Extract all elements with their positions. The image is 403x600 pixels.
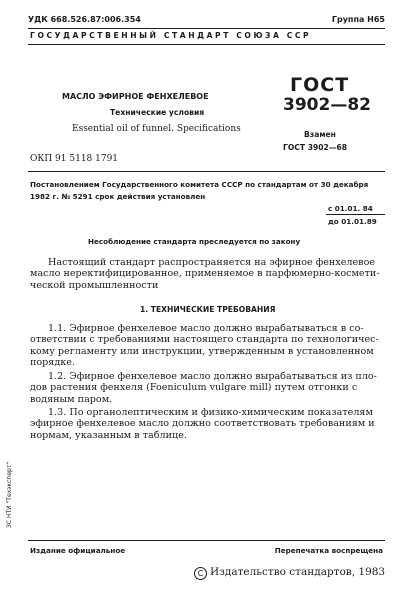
clause-1-2 <box>30 371 386 405</box>
group-code: Группа Н65 <box>331 15 385 24</box>
legal-notice: Несоблюдение стандарта преследуется по закону <box>88 237 301 246</box>
gost-number: 3902—82 <box>283 95 371 115</box>
udk-code: УДК 668.526.87:006.354 <box>28 15 141 24</box>
clause-line: 1.3. По органолептическим и физико-химическим показателям <box>48 407 373 418</box>
okp-code: ОКП 91 5118 1791 <box>30 154 119 164</box>
replaces-value: ГОСТ 3902—68 <box>283 143 347 152</box>
clause-line: 1.1. Эфирное фенхелевое масло должно вырабатываться в со- <box>48 323 364 334</box>
intro-line: Настоящий стандарт распространяется на эфирное фенхелевое <box>48 257 376 268</box>
effective-to-date: до 01.01.89 <box>328 217 377 226</box>
copyright-icon: С <box>194 567 207 580</box>
replaces-label: Взамен <box>304 130 336 139</box>
side-stamp: ЗС НТИ "Техэксперт" <box>6 461 13 528</box>
clause-1-3 <box>30 407 386 441</box>
date-separator <box>326 214 385 215</box>
decree-line-1: Постановлением Государственного комитета СССР по стандартам от 30 декабря <box>30 180 369 189</box>
clause-line: эфирное фенхелевое масло должно соответствовать требованиям и <box>30 418 375 430</box>
effective-from-date: с 01.01. 84 <box>328 204 373 213</box>
clause-line: нормам, указанным в таблице. <box>30 429 187 441</box>
reprint-prohibited: Перепечатка воспрещена <box>274 546 383 555</box>
title-block-rule <box>28 171 385 172</box>
footer-rule <box>28 540 385 541</box>
gost-label: ГОСТ <box>290 74 350 96</box>
publisher-name: Издательство стандартов, 1983 <box>210 566 386 578</box>
header-rule-top <box>28 28 385 29</box>
official-edition: Издание официальное <box>30 546 126 555</box>
clause-line: 1.2. Эфирное фенхелевое масло должно вырабатываться из пло- <box>48 371 377 382</box>
clause-line: кому регламенту или инструкции, утвержденным в установленном <box>30 345 374 357</box>
document-title: МАСЛО ЭФИРНОЕ ФЕНХЕЛЕВОЕ <box>62 92 209 101</box>
intro-paragraph <box>30 257 386 291</box>
intro-line: масло неректифицированное, применяемое в парфюмерно-космети- <box>30 268 380 280</box>
clause-line: порядке. <box>30 357 75 369</box>
section-heading: 1. ТЕХНИЧЕСКИЕ ТРЕБОВАНИЯ <box>140 305 276 314</box>
publisher-line <box>194 566 385 580</box>
clause-line: дов растения фенхеля (Foeniculum vulgare mill) путем отгонки с <box>30 382 358 394</box>
clause-line: водяным паром. <box>30 393 113 405</box>
header-banner: ГОСУДАРСТВЕННЫЙ СТАНДАРТ СОЮЗА ССР <box>30 31 312 40</box>
clause-line: ответствии с требованиями настоящего стандарта по технологичес- <box>30 334 379 346</box>
document-subtitle: Технические условия <box>110 108 205 117</box>
clause-1-1 <box>30 323 386 369</box>
intro-line: ческой промышленности <box>30 279 159 291</box>
english-title: Essential oil of funnel. Specifications <box>72 124 241 134</box>
decree-line-2: 1982 г. № 5291 срок действия установлен <box>30 192 206 201</box>
header-rule-bottom <box>28 44 385 45</box>
